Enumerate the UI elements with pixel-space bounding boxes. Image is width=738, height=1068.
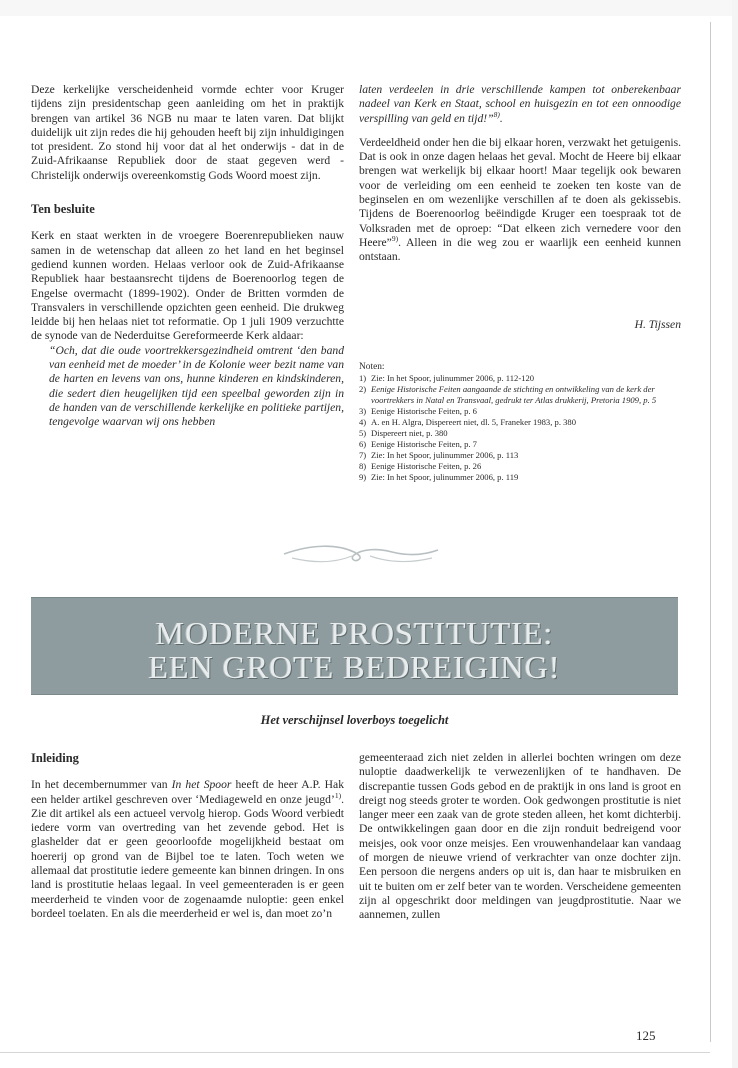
right-column-bottom: [359, 751, 681, 923]
footnote-text: Zie: In het Spoor, julinummer 2006, p. 119: [371, 472, 519, 482]
right-column-top: [359, 83, 681, 265]
footnote-text: Eenige Historische Feiten, p. 6: [371, 406, 477, 416]
footnote-item: [359, 406, 681, 417]
footnotes: [359, 362, 681, 483]
footnote-ref-8: 8): [493, 109, 500, 119]
page-right-edge: [732, 0, 738, 1068]
footnote-text: Dispereert niet, p. 380: [371, 428, 448, 438]
margin-rule: [710, 22, 711, 1042]
footnote-text: A. en H. Algra, Dispereert niet, dl. 5, Franeker 1983, p. 380: [371, 417, 577, 427]
footnote-item: [359, 373, 681, 384]
paragraph-kerk-en-staat: Kerk en staat werkten in de vroegere Boerenrepublieken nauw samen in de wetenschap dat alleen zo het land en het beginsel gediend kunnen worden. Helaas verloor ook de Zuid-Afrikaanse Republiek haar bestaansrecht tijdens de Boerenoorlog tegen de Engelse overmacht (1899-1902). Onder de Britten vormden de Transvalers in verschillende opzichten geen eenheid. Die drukweg leidde bij hen helaas niet tot reformatie. Op 1 juli 1909 verzuchtte de synode van de Nederduitse Gereformeerde Kerk aldaar:: [31, 229, 344, 343]
paragraph-text-end: . Alleen in die weg zou er waarlijk een eenheid kunnen ontstaan.: [359, 235, 681, 264]
section-heading-inleiding: Inleiding: [31, 751, 79, 765]
ornament-divider-icon: [282, 540, 440, 568]
article-title-line-2: EEN GROTE BEDREIGING!: [148, 649, 561, 685]
paragraph-verdeeldheid: [359, 136, 681, 265]
paragraph-inleiding: [31, 778, 344, 921]
footnote-number: 3): [359, 406, 367, 416]
quote-text: laten verdeelen in drie verschillende kampen tot onberekenbaar nadeel van Kerk en Staat, school en huisgezin en tot een onnoodige verspilling van geld en tijd!”: [359, 83, 681, 125]
footnote-number: 2): [359, 384, 367, 394]
footnote-item: [359, 428, 681, 439]
left-column-top: [31, 83, 344, 430]
paragraph-kruger: Deze kerkelijke verscheidenheid vormde echter voor Kruger tijdens zijn presidentschap geen aanleiding om het in praktijk brengen van artikel 36 NGB nu maar te laten varen. Dat blijkt duidelijk uit zijn redes die hij gehouden heeft bij zijn inhuldigingen tot president. Zo stond hij voor dat al het onderwijs - dat in de Zuid-Afrikaanse Republiek door de staat gegeven werd - Christelijk onderwijs overeenkomstig Gods Woord moest zijn.: [31, 83, 344, 182]
section-heading-ten-besluite: Ten besluite: [31, 202, 95, 217]
footnote-text: Eenige Historische Feiten aangaande de stichting en ontwikkeling van de kerk der voortrekkers in Natal en Transvaal, gedrukt ter Atlas drukkerij, Pretoria 1909, p. 5: [371, 384, 657, 405]
footnote-number: 5): [359, 428, 367, 438]
footnote-ref-1: 1): [334, 790, 342, 800]
footnote-item: [359, 472, 681, 483]
paragraph-text: . Zie dit artikel als een actueel vervolg hierop. Gods Woord verbiedt iedere vorm van overtreding van het zevende gebod. Het is glashelder dat er geen geoorloofde mogelijkheid bestaat om hoererij op grond van de Bijbel toe te laten. Toch weten we allemaal dat prostitutie iedere gemeente kan binnen dringen. In ons land is prostitutie helaas legaal. In veel gemeenteraden is er geen meerderheid te vinden voor de zogenaamde nuloptie: geen enkel bordeel toelaten. En als die meerderheid er wel is, dan moet zo’n: [31, 792, 344, 920]
left-column-bottom: [31, 751, 344, 921]
paragraph-text: heeft de heer A.P. Hak een helder artikel geschreven over ‘Mediageweld en onze jeugd’: [31, 778, 344, 806]
footnote-text: Eenige Historische Feiten, p. 26: [371, 461, 482, 471]
footnote-text: Zie: In het Spoor, julinummer 2006, p. 113: [371, 450, 519, 460]
paragraph-gemeenteraad: gemeenteraad zich niet zelden in allerlei bochten wringen om deze nuloptie daadwerkelijk te verwezenlijken of te handhaven. De discrepantie tussen Gods gebod en de praktijk in ons land is groot en dreigt nog steeds groter te worden. Ook gedwongen prostitutie is niet langer meer een zaak van de grote steden alleen, het komt dichterbij. De ontwikkelingen gaan door en die zijn ronduit bedreigend voor meisjes, ook voor onze meisjes. Een vrouwenhandelaar kan vandaag of morgen de nieuwe vriend of verkrachter van onze dochter zijn. Een persoon die nergens anders op uit is, dan haar te misbruiken en uit te buiten om er zelf beter van te worden. Verscheidene gemeenten zijn al opgeschrikt door meldingen van jeugdprostitutie. Naar we aannemen, zullen: [359, 751, 681, 922]
footnote-text: Zie: In het Spoor, julinummer 2006, p. 112-120: [371, 373, 535, 383]
footnote-number: 7): [359, 450, 367, 460]
footnote-item: [359, 384, 681, 406]
author-signature: H. Tijssen: [634, 318, 681, 331]
footnote-number: 6): [359, 439, 367, 449]
bottom-rule: [0, 1052, 710, 1053]
footnote-item: [359, 417, 681, 428]
magazine-title: In het Spoor: [171, 778, 232, 792]
footnote-number: 9): [359, 472, 367, 482]
paragraph-text: Verdeeldheid onder hen die bij elkaar horen, verzwakt het getuigenis. Dat is ook in onze dagen helaas het geval. Mocht de Heere bij elkaar brengen wat werkelijk bij elkaar hoort! Maar tegelijk ook bewaren voor de verleiding om een eenheid te zoeken ten koste van de beginselen en om wezenlijke verschillen af te doen als gekissebis. Tijdens de Boerenoorlog beëindigde Kruger een toespraak tot de Volksraden met de oproep: “Dat elkeen zich vernedere voor den Heere”: [359, 135, 681, 249]
article-title-banner: [31, 597, 678, 695]
page-number: 125: [636, 1028, 656, 1043]
footnote-number: 4): [359, 417, 367, 427]
article-subtitle: Het verschijnsel loverboys toegelicht: [260, 713, 449, 727]
footnote-number: 1): [359, 373, 367, 383]
article-title-line-1: MODERNE PROSTITUTIE:: [155, 615, 554, 651]
synod-quote-continued: laten verdeelen in drie verschillende kampen tot onberekenbaar nadeel van Kerk en Staat, school en huisgezin en tot een onnoodige verspilling van geld en tijd!”$^{8)}$.: [359, 83, 681, 125]
notes-title: Noten:: [359, 362, 385, 372]
footnote-item: [359, 450, 681, 461]
footnote-ref-9: 9): [391, 234, 399, 244]
paragraph-text: In het decembernummer van: [31, 778, 172, 792]
footnote-text: Eenige Historische Feiten, p. 7: [371, 439, 477, 449]
page-top-edge: [0, 0, 738, 16]
footnote-number: 8): [359, 461, 367, 471]
synod-quote: “Och, dat die oude voortrekkersgezindheid omtrent ‘den band van eenheid met de moeder’ in de Kolonie weer bezit name van de harten en levens van ons, hunne kinderen en kindskinderen, die sedert dien heugelijken tijd een speelbal geworden zijn in de handen van de verschillende kerkelijke en politieke partijen, tengevolge waarvan wij ons hebben: [49, 343, 344, 429]
footnote-item: [359, 439, 681, 450]
footnote-item: [359, 461, 681, 472]
